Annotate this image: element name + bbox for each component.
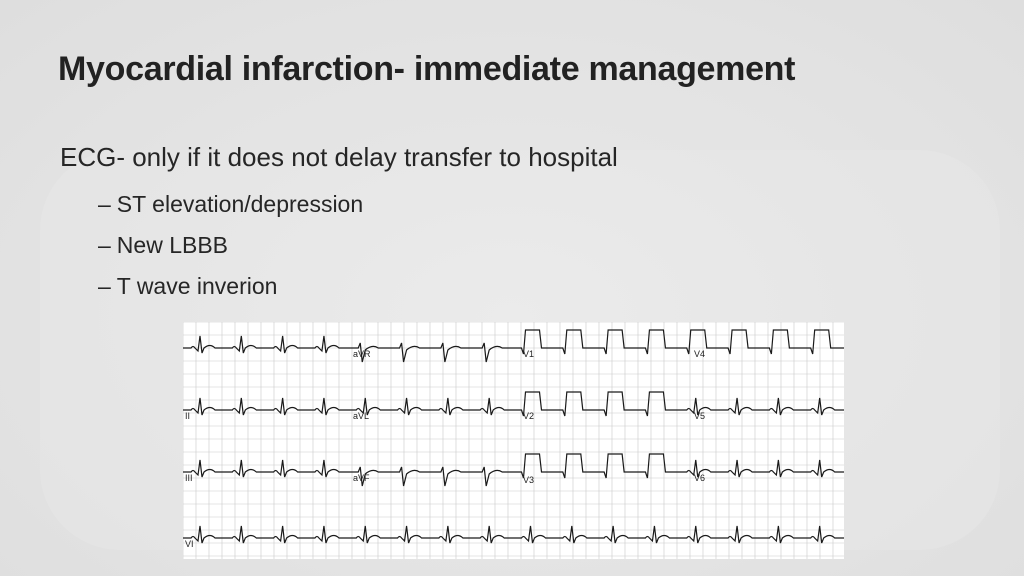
lead-label-iii: III bbox=[185, 473, 193, 483]
dash-marker: – bbox=[98, 273, 111, 299]
lead-label-ii: II bbox=[185, 411, 191, 421]
slide-body bbox=[60, 142, 618, 308]
lead-label-avf: aVF bbox=[353, 473, 370, 483]
sub-bullet-text: New LBBB bbox=[116, 232, 229, 258]
lead-label-avr: aVR bbox=[353, 349, 371, 359]
sub-bullet bbox=[98, 183, 618, 226]
lead-label-v2: V2 bbox=[523, 411, 535, 421]
ecg-trace-row bbox=[183, 454, 844, 486]
lead-label-v1: V1 bbox=[523, 349, 535, 359]
slide-title: Myocardial infarction- immediate management bbox=[58, 50, 796, 88]
ecg-trace-row bbox=[183, 526, 844, 543]
dash-marker: – bbox=[98, 232, 111, 258]
sub-bullet bbox=[98, 224, 618, 267]
sub-bullet-list bbox=[60, 183, 618, 308]
ecg-lead-labels bbox=[185, 349, 705, 549]
ecg-traces bbox=[183, 330, 844, 543]
lead-label-v5: V5 bbox=[694, 411, 706, 421]
ecg-grid bbox=[183, 322, 844, 559]
sub-bullet bbox=[98, 265, 618, 308]
sub-bullet-text: T wave inverion bbox=[116, 273, 278, 299]
ecg-image bbox=[183, 322, 844, 559]
lead-label-v3: V3 bbox=[523, 475, 535, 485]
ecg-trace-row bbox=[183, 392, 844, 416]
dash-marker: – bbox=[98, 191, 111, 217]
lead-label-avl: aVL bbox=[353, 411, 370, 421]
lead-label-rhythm: VI bbox=[185, 539, 194, 549]
ecg-strip bbox=[183, 322, 844, 559]
lead-label-v6: V6 bbox=[694, 473, 706, 483]
lead-label-v4: V4 bbox=[694, 349, 706, 359]
sub-bullet-text: ST elevation/depression bbox=[116, 191, 364, 217]
main-bullet: ECG- only if it does not delay transfer to hospital bbox=[60, 142, 618, 172]
